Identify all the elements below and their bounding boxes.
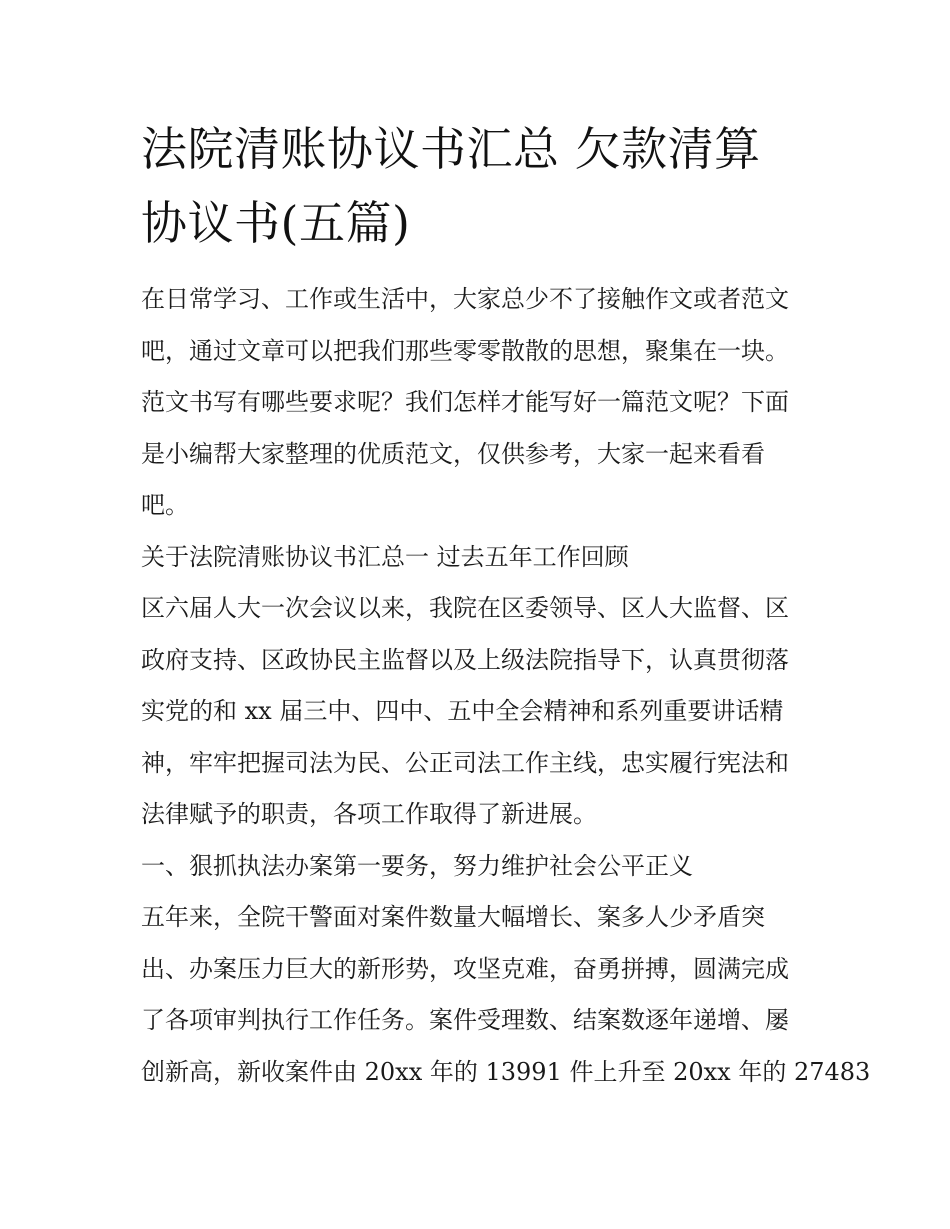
body-line: 法律赋予的职责，各项工作取得了新进展。 bbox=[141, 800, 597, 828]
document-content bbox=[141, 112, 871, 1098]
body-line: 五年来，全院干警面对案件数量大幅增长、案多人少矛盾突 bbox=[141, 903, 765, 931]
title-line: 协议书(五篇) bbox=[141, 196, 411, 250]
body-line: 是小编帮大家整理的优质范文，仅供参考，大家一起来看看 bbox=[141, 439, 765, 468]
body-line: 在日常学习、工作或生活中，大家总少不了接触作文或者范文 bbox=[141, 285, 789, 313]
body-line: 政府支持、区政协民主监督以及上级法院指导下，认真贯彻落 bbox=[141, 645, 789, 674]
body-line: 创新高，新收案件由 20xx 年的 13991 件上升至 20xx 年的 27483 bbox=[141, 1057, 871, 1086]
body-line: 范文书写有哪些要求呢？我们怎样才能写好一篇范文呢？下面 bbox=[141, 388, 789, 416]
body-line: 出、办案压力巨大的新形势，攻坚克难，奋勇拼搏，圆满完成 bbox=[141, 954, 789, 983]
document-body bbox=[141, 274, 871, 1098]
body-line: 神，牢牢把握司法为民、公正司法工作主线，忠实履行宪法和 bbox=[141, 748, 789, 777]
body-line: 了各项审判执行工作任务。案件受理数、结案数逐年递增、屡 bbox=[141, 1006, 789, 1034]
body-line: 区六届人大一次会议以来，我院在区委领导、区人大监督、区 bbox=[141, 594, 789, 622]
section-heading: 关于法院清账协议书汇总一 过去五年工作回顾 bbox=[141, 542, 629, 571]
body-line: 实党的和 xx 届三中、四中、五中全会精神和系列重要讲话精 bbox=[141, 697, 784, 725]
section-heading: 一、狠抓执法办案第一要务，努力维护社会公平正义 bbox=[141, 851, 693, 880]
title-line: 法院清账协议书汇总 欠款清算 bbox=[141, 122, 761, 176]
document-title bbox=[141, 112, 821, 260]
body-line: 吧，通过文章可以把我们那些零零散散的思想，聚集在一块。 bbox=[141, 336, 789, 365]
body-line: 吧。 bbox=[141, 491, 189, 519]
